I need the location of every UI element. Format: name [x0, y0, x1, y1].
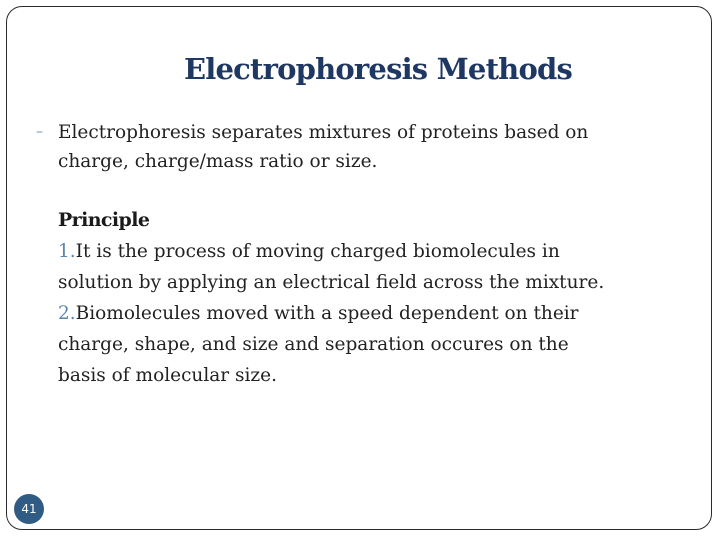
principle-item-2-line-2: charge, shape, and size and separation occures on the [58, 334, 569, 355]
slide-number-badge: 41 [14, 494, 44, 524]
intro-line-1 [36, 118, 676, 147]
principle-item-2-line-3: basis of molecular size. [58, 365, 278, 386]
principle-item-1-text-1: It is the process of moving charged biomolecules in [75, 241, 560, 262]
principle-item-2-number: 2. [58, 303, 76, 324]
principle-item-1-line-1 [58, 236, 698, 267]
principle-heading: Principle [58, 209, 150, 231]
principle-item-2-line-1 [58, 298, 698, 329]
intro-paragraph [36, 118, 676, 176]
principle-item-2-text-1: Biomolecules moved with a speed dependent on their [75, 303, 579, 324]
slide-title: Electrophoresis Methods [183, 52, 573, 86]
principle-item-1-number: 1. [58, 241, 76, 262]
intro-text-1: Electrophoresis separates mixtures of proteins based on [58, 122, 589, 143]
dash-bullet-icon: – [36, 124, 43, 140]
intro-line-2: charge, charge/mass ratio or size. [58, 151, 378, 172]
principle-item-1-line-2: solution by applying an electrical field across the mixture. [58, 272, 605, 293]
principle-section [58, 205, 698, 391]
